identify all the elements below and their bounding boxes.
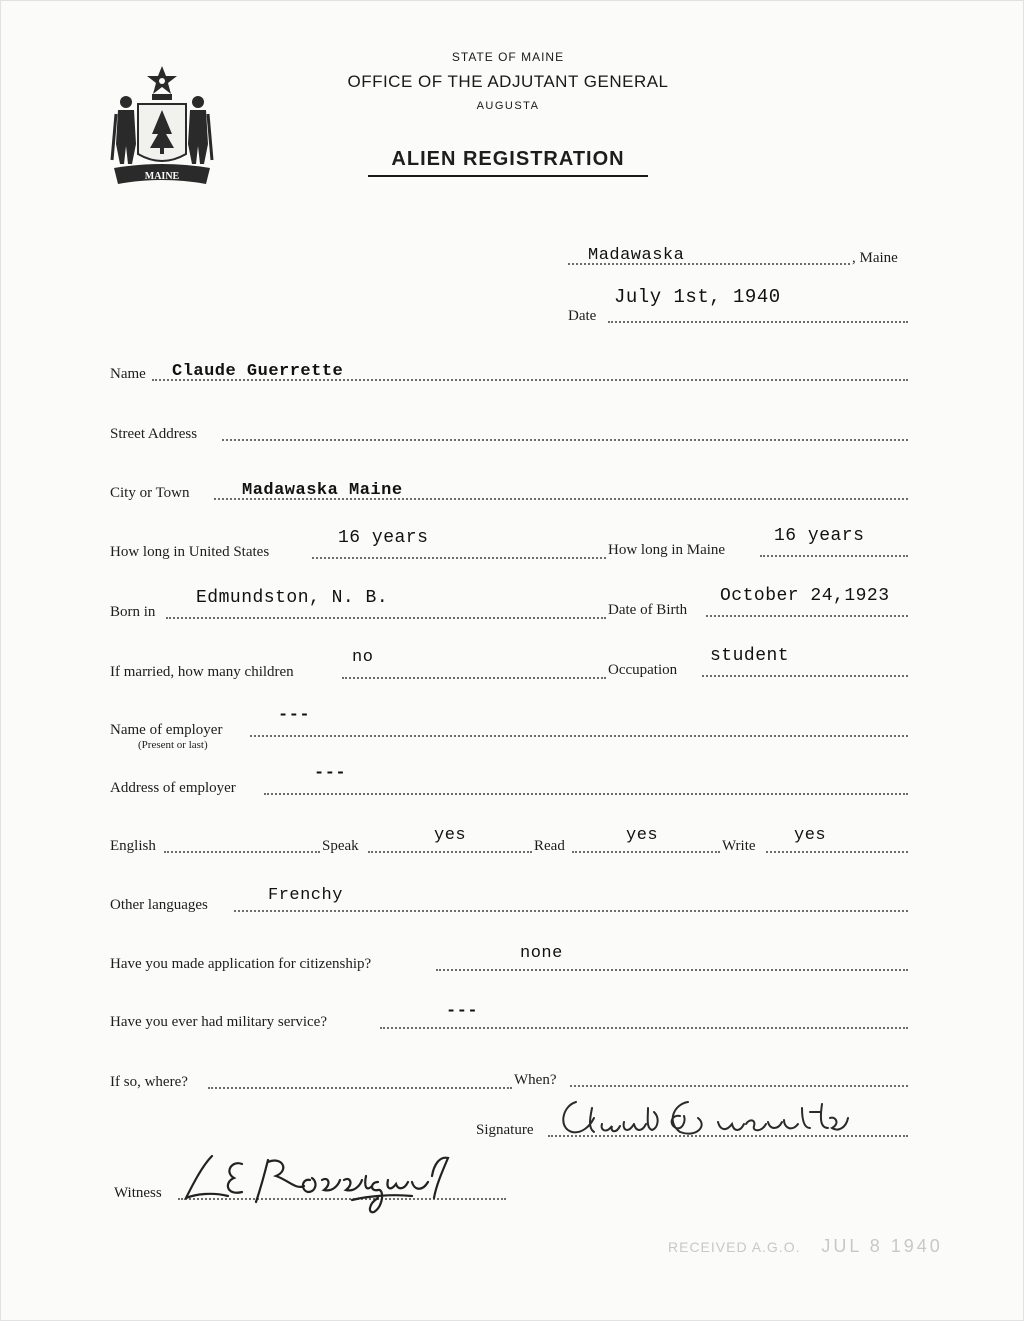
town-value: Madawaska <box>588 246 685 265</box>
children-line <box>342 677 606 679</box>
citizenship-line <box>436 969 908 971</box>
read-line <box>572 851 720 853</box>
date-of-birth-label: Date of Birth <box>608 602 688 618</box>
employer-name-label: Name of employer <box>110 722 223 738</box>
citizenship-label: Have you made application for citizenship? <box>110 956 372 972</box>
read-value: yes <box>626 826 659 845</box>
english-line <box>164 851 320 853</box>
witness-label: Witness <box>114 1185 162 1201</box>
employer-address-line <box>264 793 908 795</box>
received-stamp <box>668 1236 943 1257</box>
signature-label: Signature <box>476 1122 534 1138</box>
write-label: Write <box>722 838 756 854</box>
when-line <box>570 1085 908 1087</box>
how-long-maine-line <box>760 555 908 557</box>
name-value: Claude Guerrette <box>172 362 344 381</box>
seal-text: MAINE <box>144 171 180 182</box>
born-in-value: Edmundston, N. B. <box>196 588 389 608</box>
date-label: Date <box>568 308 597 324</box>
other-languages-label: Other languages <box>110 897 208 913</box>
city-town-value: Madawaska Maine <box>242 481 403 500</box>
date-line <box>608 321 908 323</box>
where-line <box>208 1087 512 1089</box>
how-long-maine-label: How long in Maine <box>608 542 726 558</box>
born-in-line <box>166 617 606 619</box>
write-value: yes <box>794 826 827 845</box>
date-of-birth-line <box>706 615 908 617</box>
born-in-label: Born in <box>110 604 156 620</box>
street-address-line <box>222 439 908 441</box>
speak-line <box>368 851 532 853</box>
how-long-us-line <box>312 557 606 559</box>
header-city: AUGUSTA <box>476 100 540 112</box>
military-value: --- <box>446 1002 479 1021</box>
employer-name-line <box>250 735 908 737</box>
how-long-maine-value: 16 years <box>774 526 865 546</box>
employer-address-value: --- <box>314 764 347 783</box>
received-stamp-date: JUL 8 1940 <box>821 1236 943 1256</box>
name-label: Name <box>110 366 146 382</box>
occupation-label: Occupation <box>608 662 678 678</box>
employer-name-value: --- <box>278 706 311 725</box>
english-label: English <box>110 838 156 854</box>
speak-label: Speak <box>322 838 359 854</box>
applicant-signature <box>548 1088 888 1148</box>
other-languages-line <box>234 910 908 912</box>
maine-seal-icon <box>108 64 216 192</box>
date-of-birth-value: October 24,1923 <box>720 586 890 606</box>
military-label: Have you ever had military service? <box>110 1014 327 1030</box>
header-state: STATE OF MAINE <box>451 50 565 64</box>
how-long-us-value: 16 years <box>338 528 429 548</box>
where-label: If so, where? <box>110 1074 188 1090</box>
date-value: July 1st, 1940 <box>614 286 781 308</box>
married-children-label: If married, how many children <box>110 664 294 680</box>
witness-signature <box>172 1146 522 1222</box>
citizenship-value: none <box>520 944 563 963</box>
street-address-label: Street Address <box>110 426 198 442</box>
other-languages-value: Frenchy <box>268 886 343 905</box>
military-line <box>380 1027 908 1029</box>
form-title: ALIEN REGISTRATION <box>368 148 648 177</box>
read-label: Read <box>534 838 565 854</box>
maine-label: , Maine <box>852 250 898 266</box>
header-office: OFFICE OF THE ADJUTANT GENERAL <box>347 72 669 91</box>
occupation-value: student <box>710 646 790 666</box>
when-label: When? <box>514 1072 557 1088</box>
employer-address-label: Address of employer <box>110 780 236 796</box>
speak-value: yes <box>434 826 467 845</box>
employer-name-sublabel: (Present or last) <box>138 739 208 751</box>
occupation-line <box>702 675 908 677</box>
write-line <box>766 851 908 853</box>
received-stamp-text: RECEIVED A.G.O. <box>668 1239 801 1255</box>
children-value: no <box>352 648 374 667</box>
city-town-label: City or Town <box>110 485 190 501</box>
how-long-us-label: How long in United States <box>110 544 270 560</box>
